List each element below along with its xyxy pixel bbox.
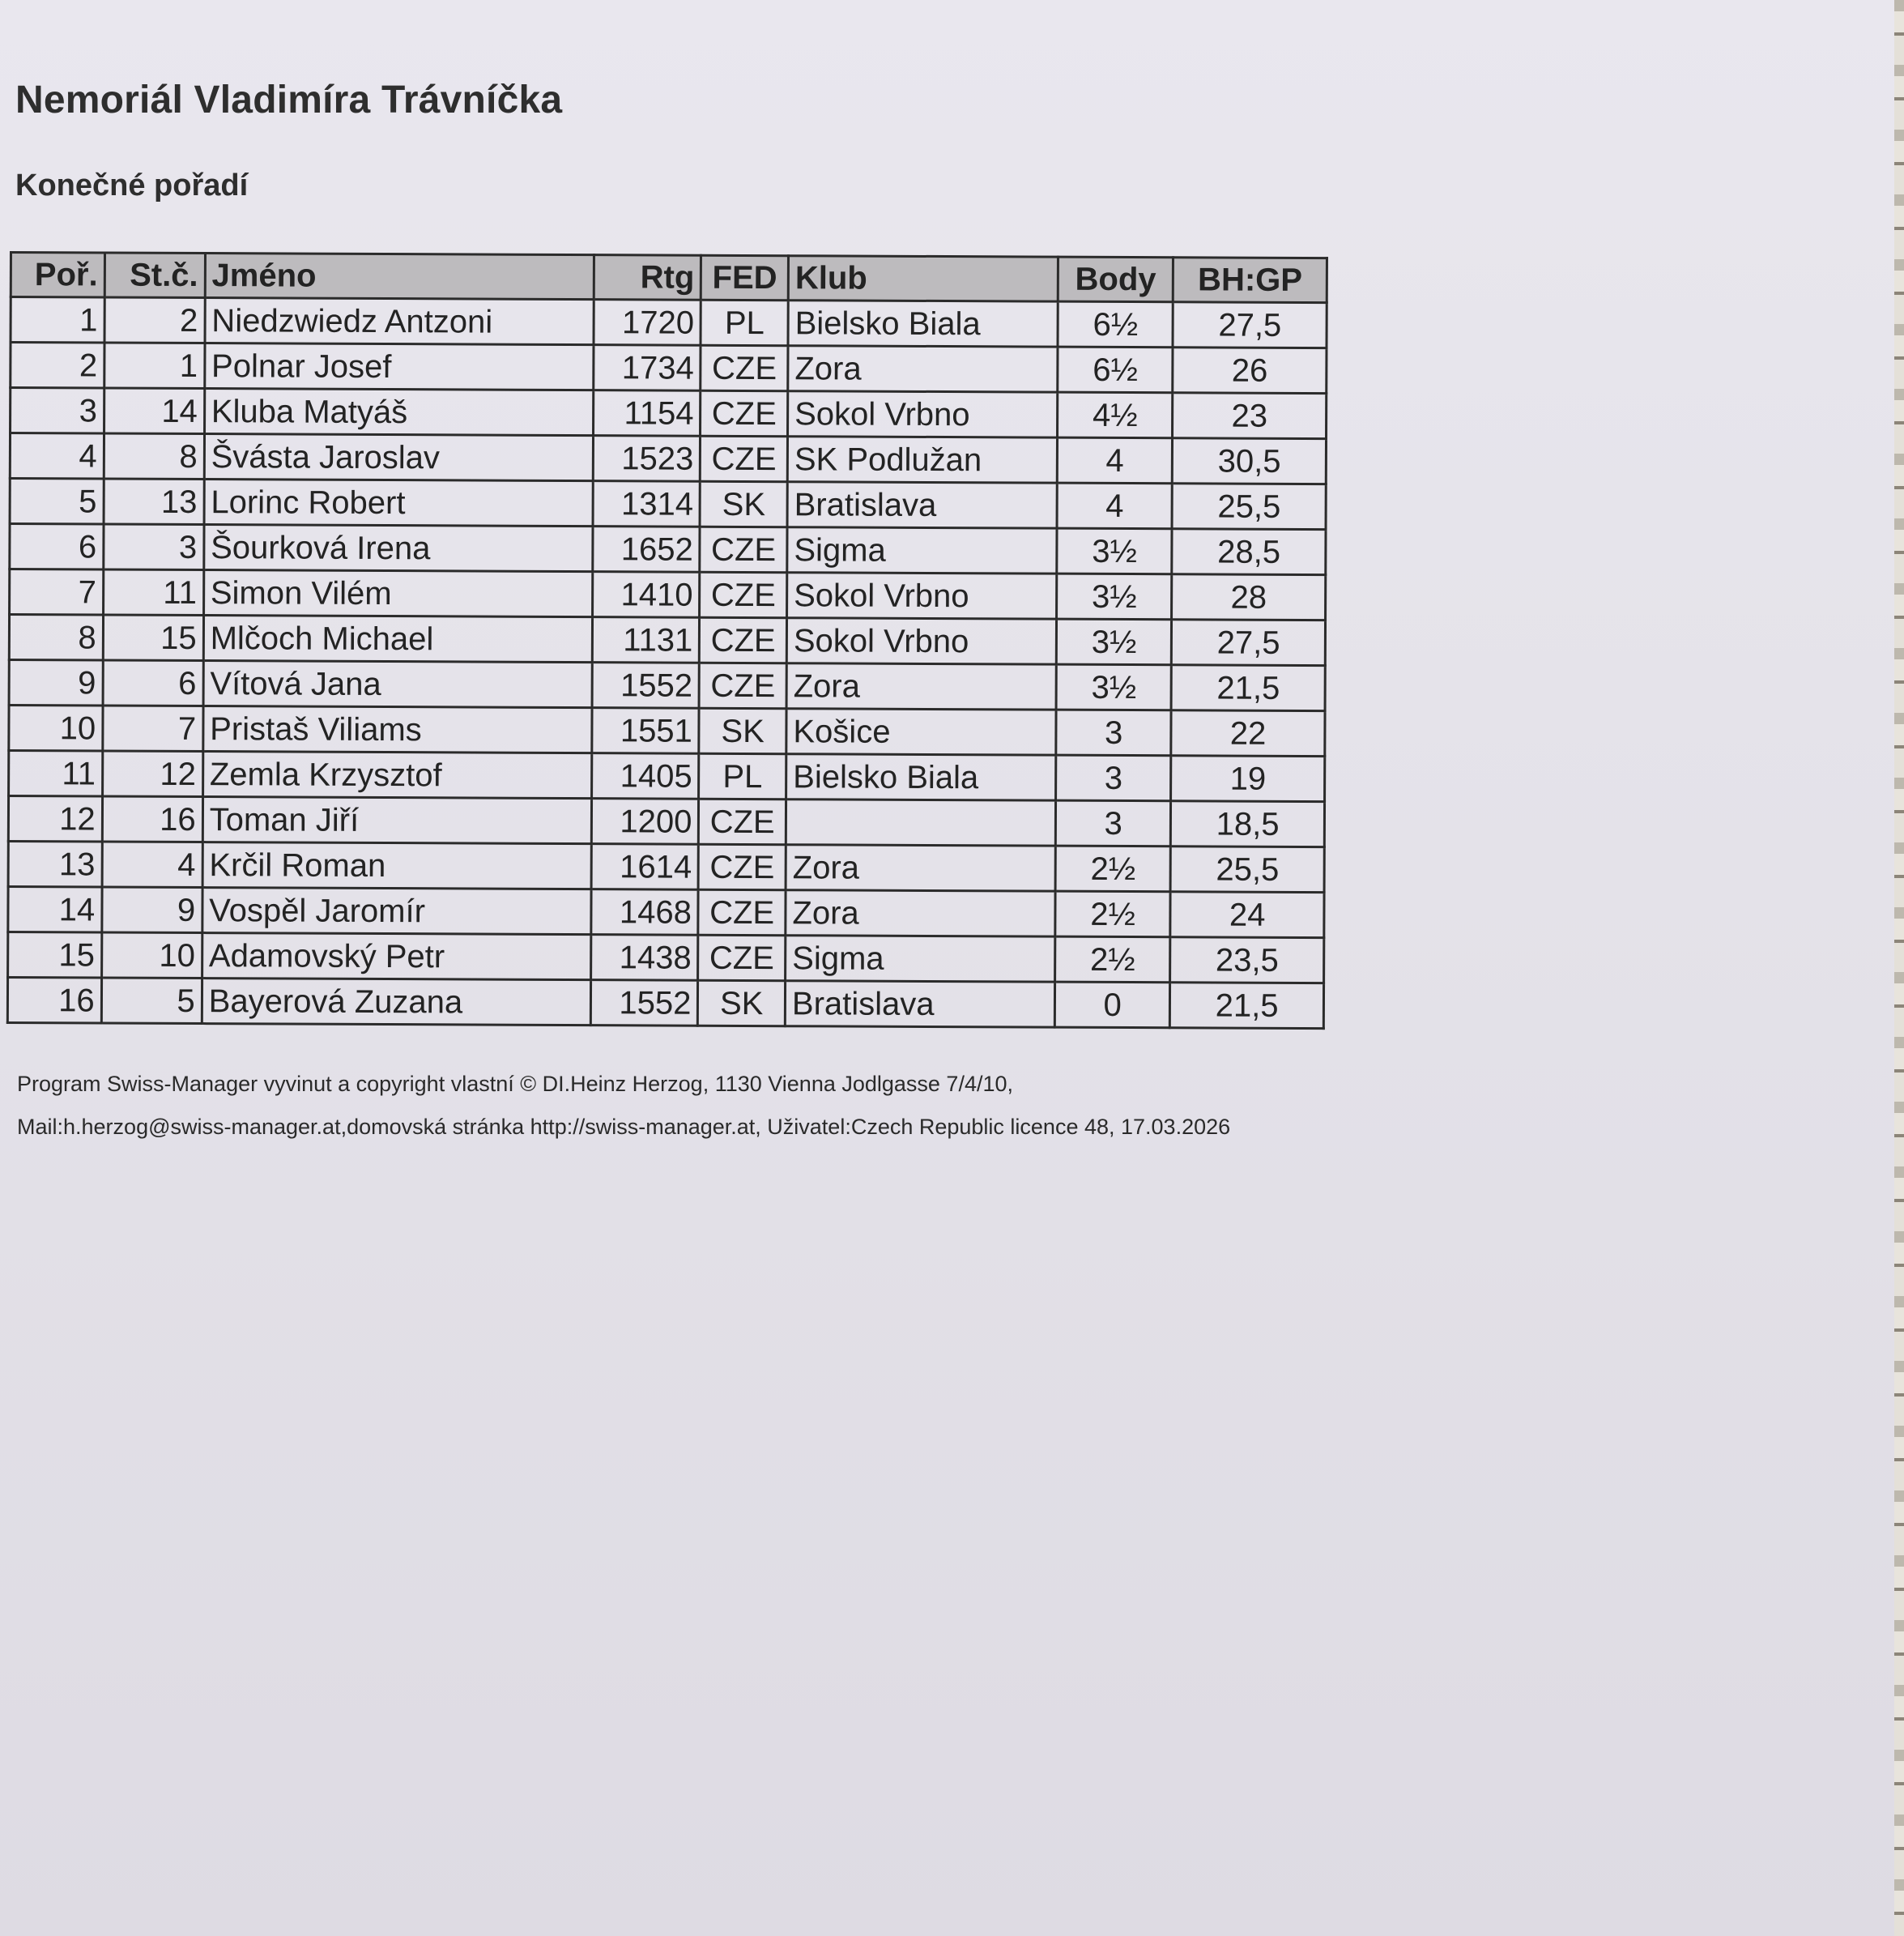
cell-points: 3	[1056, 755, 1172, 801]
cell-federation: CZE	[701, 436, 788, 481]
cell-club: Bratislava	[785, 981, 1054, 1027]
cell-club: Zora	[786, 890, 1055, 936]
cell-tiebreak: 18,5	[1171, 801, 1325, 847]
cell-rank: 10	[9, 706, 103, 752]
cell-start-number: 6	[103, 660, 203, 706]
header-tiebreak: BH:GP	[1173, 258, 1327, 303]
cell-tiebreak: 28	[1172, 574, 1326, 620]
cell-points: 4½	[1058, 392, 1173, 438]
cell-rank: 11	[9, 751, 103, 797]
cell-federation: CZE	[698, 889, 786, 935]
cell-rank: 4	[10, 433, 104, 480]
cell-club: Bratislava	[787, 482, 1057, 528]
cell-federation: CZE	[701, 345, 788, 390]
cell-rating: 1552	[592, 663, 699, 709]
cell-tiebreak: 24	[1170, 892, 1324, 938]
cell-start-number: 4	[102, 842, 202, 888]
cell-rank: 13	[8, 841, 102, 887]
cell-rank: 1	[11, 297, 104, 343]
cell-rank: 16	[7, 977, 101, 1023]
table-row	[9, 706, 1325, 757]
table-row	[9, 660, 1325, 711]
cell-tiebreak: 21,5	[1171, 665, 1325, 711]
cell-rating: 1734	[594, 345, 701, 391]
cell-rating: 1551	[592, 708, 699, 754]
cell-tiebreak: 30,5	[1173, 438, 1327, 484]
cell-name: Vítová Jana	[203, 661, 593, 708]
cell-federation: SK	[698, 980, 786, 1026]
cell-name: Šourková Irena	[204, 525, 594, 572]
cell-rating: 1552	[591, 980, 698, 1026]
table-row	[11, 297, 1327, 348]
cell-tiebreak: 23,5	[1170, 937, 1324, 983]
document-title: Nemoriál Vladimíra Trávníčka	[15, 79, 563, 122]
cell-federation: CZE	[700, 572, 787, 617]
cell-club: Sokol Vrbno	[787, 573, 1057, 619]
cell-tiebreak: 21,5	[1170, 983, 1324, 1029]
cell-name: Adamovský Petr	[202, 933, 591, 980]
cell-name: Zemla Krzysztof	[202, 752, 592, 799]
header-points: Body	[1058, 257, 1173, 302]
footer-copyright-line: Program Swiss-Manager vyvinut a copyright vlastní © DI.Heinz Herzog, 1130 Vienna Jodlgasse 7/4/10,	[17, 1072, 1014, 1096]
header-name: Jméno	[205, 254, 594, 300]
cell-rank: 14	[8, 886, 102, 932]
cell-rating: 1410	[593, 572, 700, 618]
cell-start-number: 2	[104, 297, 205, 343]
cell-points: 3	[1056, 710, 1172, 756]
cell-points: 3½	[1057, 528, 1173, 574]
table-row	[8, 886, 1324, 937]
cell-points: 3	[1055, 800, 1171, 846]
header-rating: Rtg	[594, 255, 701, 301]
cell-name: Bayerová Zuzana	[202, 979, 591, 1026]
cell-name: Krčil Roman	[202, 842, 592, 889]
cell-rating: 1720	[594, 300, 701, 346]
cell-tiebreak: 27,5	[1173, 302, 1327, 348]
table-row	[10, 569, 1326, 620]
cell-rating: 1314	[593, 481, 700, 527]
cell-tiebreak: 22	[1171, 710, 1325, 757]
cell-federation: CZE	[699, 799, 786, 844]
cell-start-number: 14	[104, 388, 204, 434]
table-row	[7, 977, 1323, 1028]
cell-federation: CZE	[699, 844, 786, 889]
cell-club: Sigma	[786, 936, 1055, 982]
cell-federation: SK	[700, 481, 787, 527]
cell-club: Bielsko Biala	[786, 754, 1056, 800]
cell-federation: CZE	[700, 527, 787, 572]
cell-federation: CZE	[700, 617, 787, 663]
cell-name: Lorinc Robert	[204, 480, 594, 527]
cell-points: 3½	[1056, 664, 1172, 710]
cell-start-number: 12	[102, 751, 202, 797]
cell-federation: PL	[699, 753, 786, 799]
cell-start-number: 16	[102, 796, 202, 842]
cell-club: Sigma	[787, 527, 1057, 574]
cell-tiebreak: 25,5	[1170, 846, 1324, 893]
table-row	[9, 615, 1325, 666]
standings-body	[7, 297, 1327, 1029]
cell-name: Polnar Josef	[204, 343, 594, 390]
cell-rank: 3	[11, 388, 104, 434]
table-row	[8, 932, 1324, 983]
header-club: Klub	[788, 256, 1058, 301]
cell-name: Simon Vilém	[203, 570, 593, 617]
cell-rating: 1523	[594, 436, 701, 482]
cell-points: 6½	[1058, 347, 1173, 393]
cell-start-number: 9	[102, 887, 202, 933]
document-subtitle: Konečné pořadí	[15, 168, 249, 203]
cell-name: Kluba Matyáš	[204, 389, 594, 436]
cell-tiebreak: 23	[1173, 393, 1327, 439]
cell-rating: 1131	[593, 617, 700, 663]
cell-club: SK Podlužan	[787, 437, 1057, 483]
cell-rating: 1652	[593, 527, 700, 573]
cell-name: Toman Jiří	[202, 797, 592, 844]
cell-rating: 1405	[592, 753, 699, 800]
cell-rating: 1614	[591, 844, 698, 890]
header-federation: FED	[701, 255, 789, 300]
table-row	[11, 388, 1327, 439]
background-edge	[1894, 0, 1904, 1936]
table-row	[9, 751, 1325, 802]
cell-start-number: 5	[101, 978, 202, 1024]
cell-rank: 2	[11, 343, 104, 389]
cell-tiebreak: 19	[1171, 756, 1325, 802]
cell-rating: 1468	[591, 889, 698, 936]
cell-start-number: 3	[104, 524, 204, 570]
header-rank: Poř.	[11, 253, 104, 298]
cell-start-number: 8	[104, 433, 204, 480]
table-row	[10, 524, 1326, 575]
cell-tiebreak: 26	[1173, 348, 1327, 394]
table-row	[8, 841, 1324, 892]
cell-club: Zora	[786, 845, 1055, 891]
cell-rank: 6	[10, 524, 104, 570]
cell-rank: 15	[8, 932, 102, 978]
table-header-row	[11, 253, 1327, 303]
footer-contact-line: Mail:h.herzog@swiss-manager.at,domovská stránka http://swiss-manager.at, Uživatel:Czech Republic licence 48, 17.03.2026	[17, 1115, 1231, 1139]
cell-points: 4	[1057, 483, 1173, 529]
cell-federation: SK	[699, 708, 786, 753]
cell-points: 3½	[1056, 619, 1172, 665]
cell-points: 2½	[1055, 846, 1171, 892]
cell-club	[786, 800, 1055, 846]
cell-club: Košice	[786, 709, 1056, 755]
cell-points: 6½	[1058, 301, 1173, 348]
cell-start-number: 10	[101, 932, 202, 979]
cell-name: Švásta Jaroslav	[204, 434, 594, 481]
cell-federation: CZE	[701, 390, 788, 436]
cell-club: Sokol Vrbno	[788, 391, 1058, 437]
cell-club: Zora	[786, 663, 1056, 710]
cell-start-number: 11	[103, 569, 203, 616]
cell-tiebreak: 28,5	[1172, 529, 1326, 575]
cell-points: 2½	[1055, 891, 1171, 937]
cell-rank: 5	[10, 479, 104, 525]
cell-start-number: 7	[103, 706, 203, 752]
cell-start-number: 1	[104, 343, 205, 389]
cell-name: Niedzwiedz Antzoni	[205, 298, 594, 345]
cell-club: Sokol Vrbno	[786, 618, 1056, 664]
cell-federation: PL	[701, 300, 788, 345]
cell-club: Bielsko Biala	[788, 301, 1058, 347]
cell-points: 2½	[1055, 936, 1171, 983]
cell-points: 0	[1054, 982, 1170, 1028]
cell-rating: 1200	[592, 799, 699, 845]
cell-name: Pristaš Viliams	[203, 706, 593, 753]
cell-name: Vospěl Jaromír	[202, 888, 592, 935]
cell-club: Zora	[788, 346, 1058, 392]
cell-rating: 1154	[594, 390, 701, 437]
cell-rank: 12	[8, 796, 102, 842]
cell-start-number: 13	[104, 479, 204, 525]
header-start-number: St.č.	[104, 253, 205, 298]
cell-rating: 1438	[591, 935, 698, 981]
table-row	[8, 796, 1324, 847]
table-row	[10, 433, 1326, 484]
cell-points: 4	[1057, 437, 1173, 484]
cell-tiebreak: 27,5	[1172, 620, 1326, 666]
table-row	[11, 343, 1327, 394]
cell-federation: CZE	[699, 663, 786, 708]
cell-start-number: 15	[103, 615, 203, 661]
cell-federation: CZE	[698, 935, 786, 980]
cell-rank: 7	[10, 569, 104, 616]
cell-points: 3½	[1057, 574, 1173, 620]
cell-rank: 8	[9, 615, 103, 661]
cell-rank: 9	[9, 660, 103, 706]
cell-name: Mlčoch Michael	[203, 616, 593, 663]
cell-tiebreak: 25,5	[1172, 484, 1326, 530]
table-row	[10, 479, 1326, 530]
standings-table	[6, 251, 1328, 1030]
